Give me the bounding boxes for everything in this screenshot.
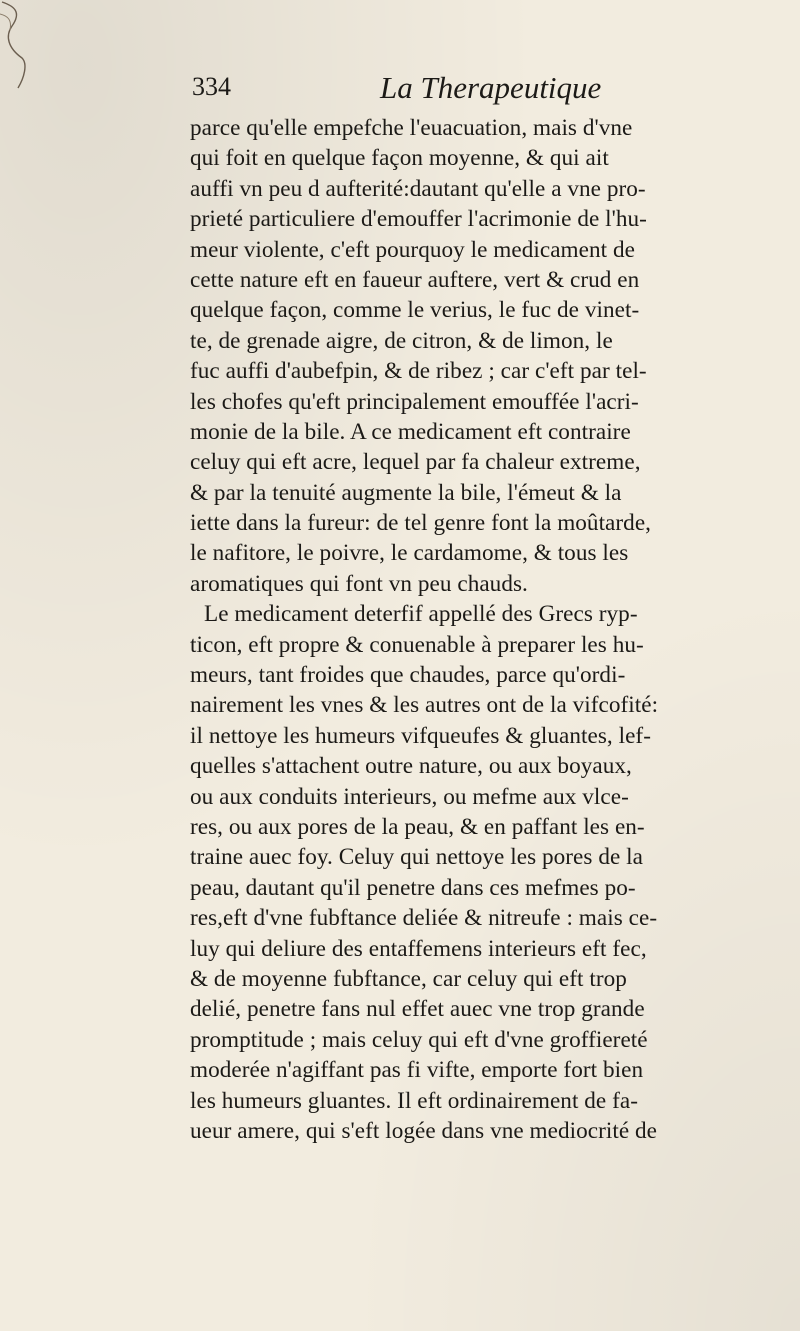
paragraph-start-line: Le medicament deterfif appellé des Grecs ryp- xyxy=(204,601,638,628)
text-line: res,eft d'vne fubftance deliée & nitreufe : mais ce- xyxy=(190,905,658,932)
text-line: iette dans la fureur: de tel genre font la moûtarde, xyxy=(190,510,652,537)
text-line: il nettoye les humeurs vifqueufes & gluantes, lef- xyxy=(190,722,651,749)
text-line: promptitude ; mais celuy qui eft d'vne groffiereté xyxy=(190,1026,648,1053)
text-line: & de moyenne fubftance, car celuy qui eft trop xyxy=(190,965,627,992)
text-line: moderée n'agiffant pas fi vifte, emporte fort bien xyxy=(190,1057,644,1084)
text-line: celuy qui eft acre, lequel par fa chaleur extreme, xyxy=(190,449,641,476)
text-line: traine auec foy. Celuy qui nettoye les pores de la xyxy=(190,844,643,871)
text-line: fuc auffi d'aubefpin, & de ribez ; car c'eft par tel- xyxy=(190,358,647,385)
text-line: les humeurs gluantes. Il eft ordinairement de fa- xyxy=(190,1087,639,1114)
body-text xyxy=(190,113,765,1146)
text-line: quelles s'attachent outre nature, ou aux boyaux, xyxy=(190,753,632,780)
text-line: parce qu'elle empefche l'euacuation, mais d'vne xyxy=(190,115,633,141)
text-line: delié, penetre fans nul effet auec vne trop grande xyxy=(190,996,645,1023)
text-line: qui foit en quelque façon moyenne, & qui ait xyxy=(190,145,609,172)
text-line: luy qui deliure des entaffemens interieurs eft fec, xyxy=(190,935,647,962)
margin-ink-mark xyxy=(0,0,40,90)
text-line: aromatiques qui font vn peu chauds. xyxy=(190,570,528,597)
page-header xyxy=(192,72,672,112)
text-line: res, ou aux pores de la peau, & en paffant les en- xyxy=(190,813,645,840)
text-line: prieté particuliere d'emouffer l'acrimonie de l'hu- xyxy=(190,206,647,233)
page-number: 334 xyxy=(192,72,231,101)
text-line: ou aux conduits interieurs, ou mefme aux vlce- xyxy=(190,783,629,810)
text-line: monie de la bile. A ce medicament eft contraire xyxy=(190,418,631,445)
text-line: peau, dautant qu'il penetre dans ces mefmes po- xyxy=(190,874,636,901)
text-line: nairement les vnes & les autres ont de la vifcofité: xyxy=(190,692,659,719)
text-line: auffi vn peu d aufterité:dautant qu'elle a vne pro- xyxy=(190,175,646,202)
text-line: les chofes qu'eft principalement emouffée l'acri- xyxy=(190,388,639,415)
text-line: ueur amere, qui s'eft logée dans vne mediocrité de xyxy=(190,1117,658,1144)
text-line: le nafitore, le poivre, le cardamome, & tous les xyxy=(190,540,629,567)
running-title: La Therapeutique xyxy=(380,70,602,105)
text-line: quelque façon, comme le verius, le fuc de vinet- xyxy=(190,297,640,324)
text-line: ticon, eft propre & conuenable à preparer les hu- xyxy=(190,631,644,658)
text-line: meur violente, c'eft pourquoy le medicament de xyxy=(190,236,635,263)
text-line: te, de grenade aigre, de citron, & de limon, le xyxy=(190,327,613,354)
text-line: cette nature eft en faueur auftere, vert & crud en xyxy=(190,266,640,293)
text-line: & par la tenuité augmente la bile, l'émeut & la xyxy=(190,479,622,506)
text-line: meurs, tant froides que chaudes, parce qu'ordi- xyxy=(190,662,626,689)
